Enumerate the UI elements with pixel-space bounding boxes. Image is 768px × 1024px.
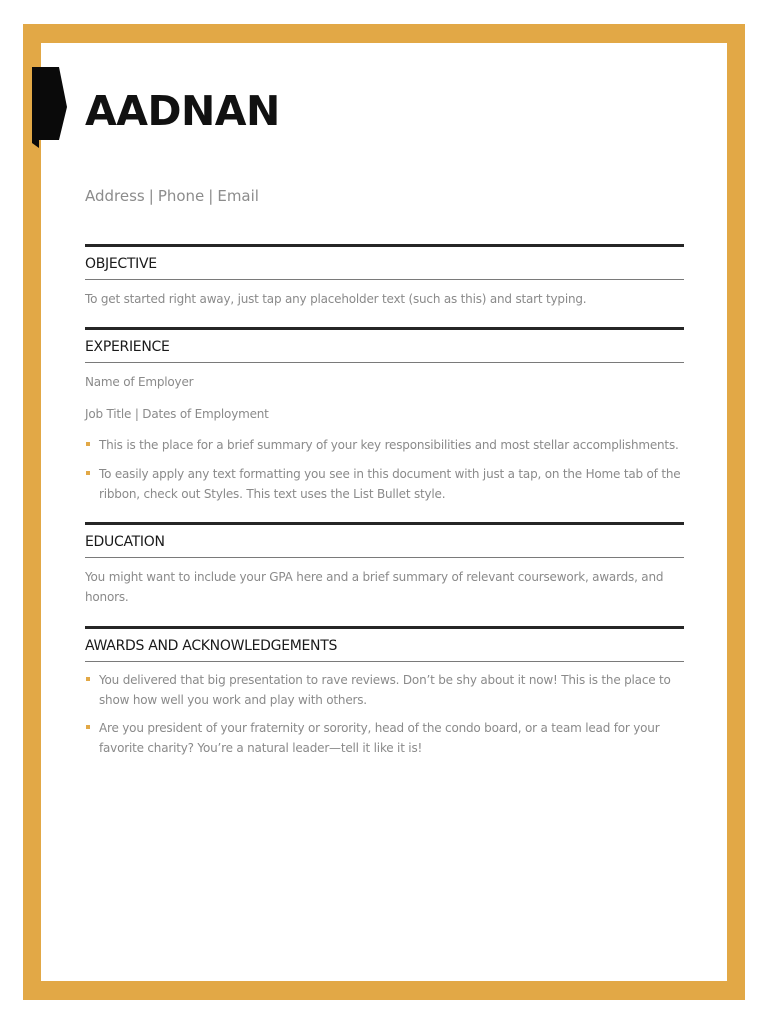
awards-section — [85, 626, 684, 662]
contact-email[interactable]: Email — [217, 187, 259, 205]
contact-address[interactable]: Address — [85, 187, 145, 205]
resume-name[interactable]: AADNAN — [85, 87, 280, 135]
bullet-text[interactable]: You delivered that big presentation to rave reviews. Don’t be shy about it now! This is the place to show how well you work and play with others. — [99, 673, 671, 707]
experience-bullet — [85, 435, 684, 455]
name-tab-marker — [32, 67, 67, 148]
objective-section — [85, 244, 684, 280]
awards-bullet — [85, 718, 684, 758]
section-rule-bottom — [85, 661, 684, 662]
objective-text[interactable]: To get started right away, just tap any placeholder text (such as this) and start typing. — [85, 292, 587, 306]
section-heading-experience[interactable]: EXPERIENCE — [85, 339, 170, 355]
bullet-icon — [86, 725, 90, 729]
bullet-text[interactable]: This is the place for a brief summary of your key responsibilities and most stellar accomplishments. — [99, 438, 679, 452]
bullet-icon — [86, 677, 90, 681]
section-rule-bottom — [85, 362, 684, 363]
section-heading-awards[interactable]: AWARDS AND ACKNOWLEDGEMENTS — [85, 638, 338, 654]
experience-section — [85, 327, 684, 363]
education-text[interactable]: You might want to include your GPA here and a brief summary of relevant coursework, awards, and honors. — [85, 570, 664, 604]
bullet-icon — [86, 442, 90, 446]
awards-bullet — [85, 670, 684, 710]
section-rule-bottom — [85, 557, 684, 558]
section-heading-objective[interactable]: OBJECTIVE — [85, 256, 157, 272]
experience-bullet — [85, 464, 684, 504]
bullet-icon — [86, 471, 90, 475]
contact-phone[interactable]: Phone — [157, 187, 205, 205]
page-content-area — [41, 43, 727, 981]
section-heading-education[interactable]: EDUCATION — [85, 534, 165, 550]
bullet-text[interactable]: To easily apply any text formatting you see in this document with just a tap, on the Home tab of the ribbon, check out Styles. This text uses the List Bullet style. — [99, 467, 681, 501]
education-section — [85, 522, 684, 558]
contact-separator: | — [148, 187, 154, 205]
employer-name[interactable]: Name of Employer — [85, 375, 194, 389]
bullet-text[interactable]: Are you president of your fraternity or sorority, head of the condo board, or a team lead for your favorite charity? You’re a natural leader—tell it like it is! — [99, 721, 660, 755]
contact-separator: | — [208, 187, 214, 205]
job-title-dates[interactable]: Job Title | Dates of Employment — [85, 407, 269, 421]
contact-line — [85, 186, 259, 206]
section-rule-bottom — [85, 279, 684, 280]
